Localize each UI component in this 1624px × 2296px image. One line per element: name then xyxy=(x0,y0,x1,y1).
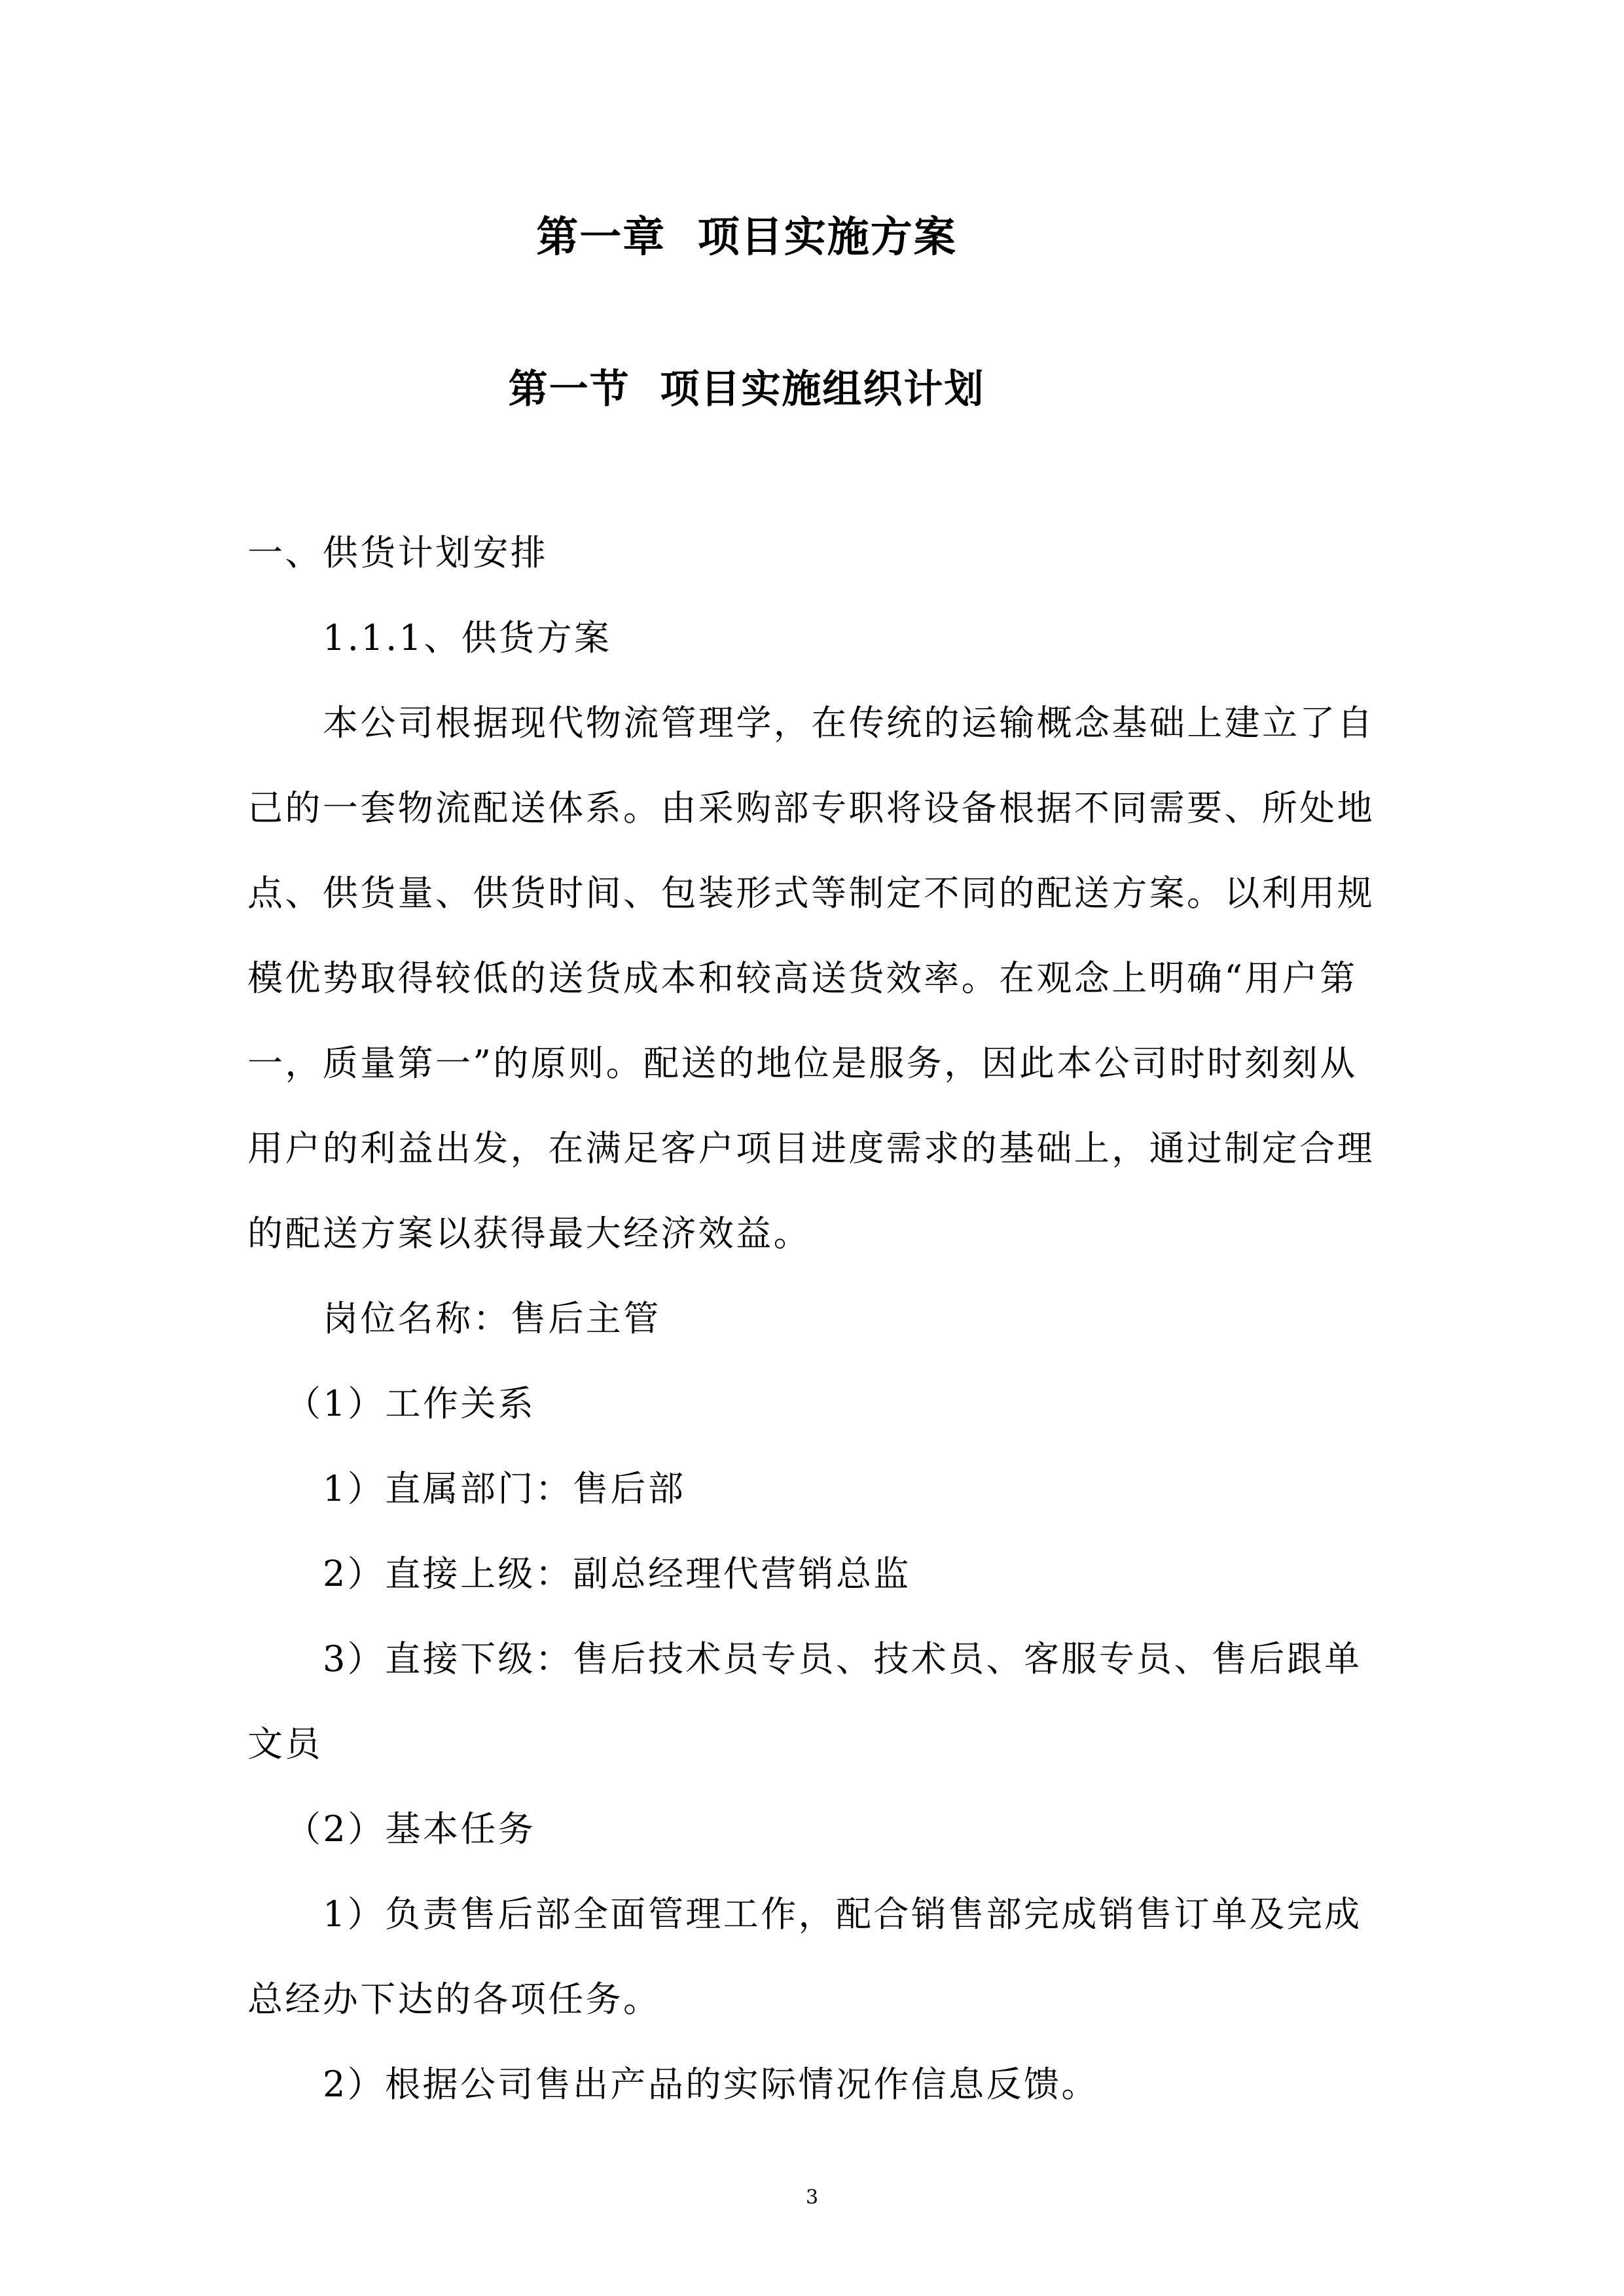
list-item-continuation: 总经办下达的各项任务。 xyxy=(247,1979,661,2020)
list-item: 2）直接上级：副总经理代营销总监 xyxy=(323,1553,911,1594)
page-number: 3 xyxy=(805,2186,819,2209)
list-item-continuation: 文员 xyxy=(247,1723,323,1765)
subheading-work-relations: （1）工作关系 xyxy=(285,1383,536,1424)
paragraph-line: 的配送方案以获得最大经济效益。 xyxy=(247,1213,811,1254)
list-item: 1）负责售后部全面管理工作，配合销售部完成销售订单及完成 xyxy=(323,1893,1362,1935)
position-name: 岗位名称：售后主管 xyxy=(323,1298,661,1339)
list-item: 1）直属部门：售后部 xyxy=(323,1468,686,1509)
section-title: 第一节 项目实施组织计划 xyxy=(508,367,985,412)
paragraph-line: 一，质量第一”的原则。配送的地位是服务，因此本公司时时刻刻从 xyxy=(247,1043,1358,1084)
body-text xyxy=(247,511,1375,2127)
list-item: 3）直接下级：售后技术员专员、技术员、客服专员、售后跟单 xyxy=(323,1638,1362,1679)
list-item: 2）根据公司售出产品的实际情况作信息反馈。 xyxy=(323,2064,1099,2105)
paragraph-line: 本公司根据现代物流管理学，在传统的运输概念基础上建立了自 xyxy=(323,702,1375,744)
heading-supply-plan: 一、供货计划安排 xyxy=(247,532,549,573)
subheading-supply-scheme: 1.1.1、供货方案 xyxy=(323,617,612,658)
paragraph-line: 点、供货量、供货时间、包装形式等制定不同的配送方案。以利用规 xyxy=(247,872,1375,914)
subheading-basic-tasks: （2）基本任务 xyxy=(285,1808,536,1850)
paragraph-line: 用户的利益出发，在满足客户项目进度需求的基础上，通过制定合理 xyxy=(247,1128,1375,1169)
paragraph-line: 己的一套物流配送体系。由采购部专职将设备根据不同需要、所处地 xyxy=(247,787,1375,829)
chapter-title: 第一章 项目实施方案 xyxy=(536,213,957,262)
paragraph-line: 模优势取得较低的送货成本和较高送货效率。在观念上明确“用户第 xyxy=(247,958,1358,999)
